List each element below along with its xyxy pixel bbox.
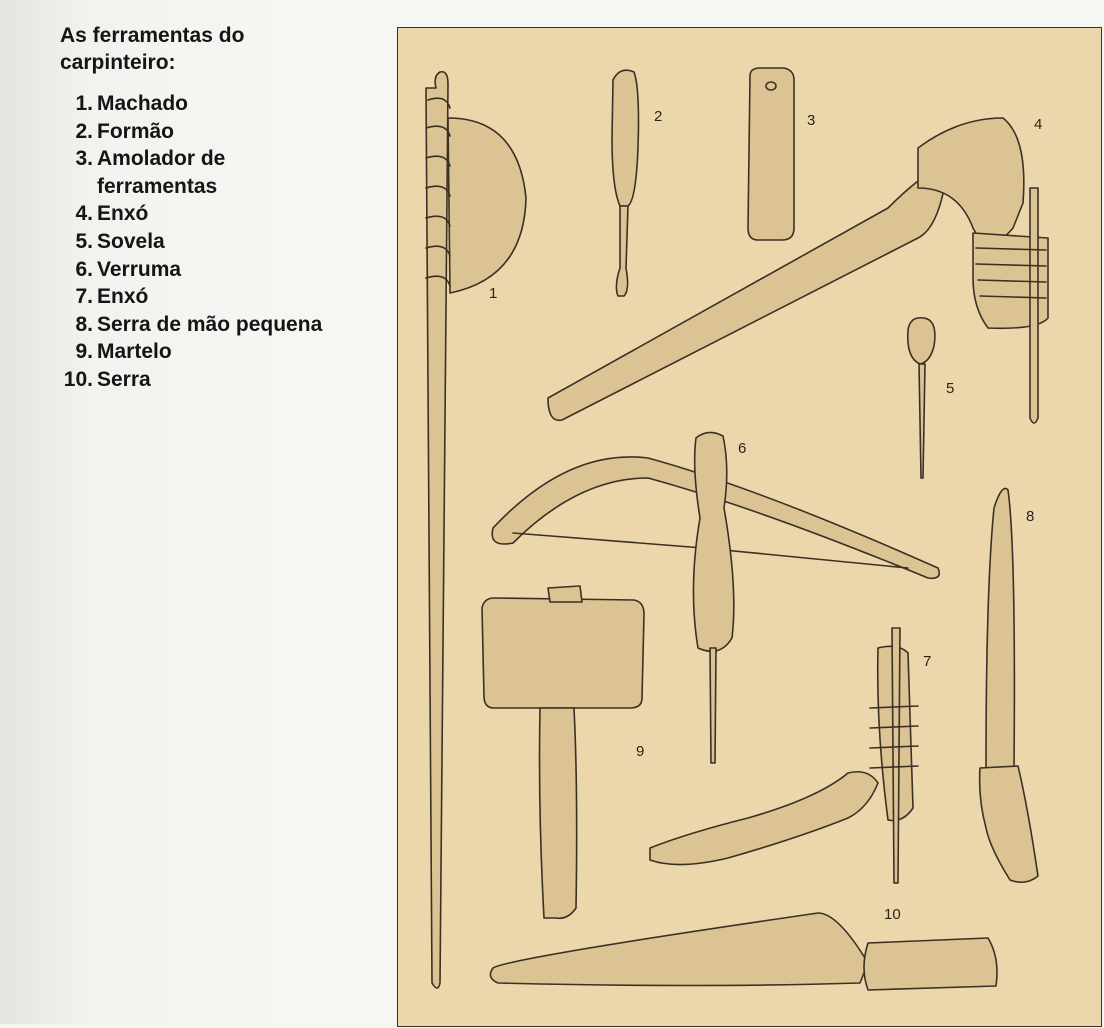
list-item: 5. Sovela [75, 229, 165, 253]
figure-label-10: 10 [884, 906, 901, 923]
list-item: 7. Enxó [75, 285, 149, 309]
figure-label-6: 6 [738, 440, 747, 457]
mallet-drawing [482, 586, 644, 918]
list-item: 3. Amolador de ferramentas [75, 147, 226, 198]
illustration-plate [397, 27, 1102, 1027]
figure-label-4: 4 [1034, 116, 1043, 133]
figure-label-3: 3 [807, 112, 816, 129]
whetstone-drawing [748, 68, 794, 240]
figure-label-8: 8 [1026, 508, 1035, 525]
list-item: 10. Serra [63, 367, 151, 391]
list-item: 4. Enxó [75, 202, 149, 226]
adze-small-drawing [650, 628, 918, 883]
caption [60, 22, 380, 394]
figure-label-7: 7 [923, 653, 932, 670]
figure-label-5: 5 [946, 380, 955, 397]
list-item: 9. Martelo [75, 340, 172, 364]
list-item: 2. Formão [75, 119, 175, 143]
list-item: 6. Verruma [75, 257, 182, 281]
figure-label-2: 2 [654, 108, 663, 125]
figure-label-9: 9 [636, 743, 645, 760]
figure-label-1: 1 [489, 285, 498, 302]
list-item: 1. Machado [75, 92, 189, 115]
hand-saw-small-drawing [980, 488, 1038, 882]
saw-drawing [490, 913, 997, 990]
tool-list [60, 90, 380, 394]
caption-title: As ferramentas do carpinteiro: [60, 24, 245, 74]
list-item: 8. Serra de mão pequena [75, 312, 323, 336]
tools-illustration [398, 28, 1103, 1028]
awl-drawing [908, 318, 935, 478]
chisel-drawing [612, 70, 639, 296]
